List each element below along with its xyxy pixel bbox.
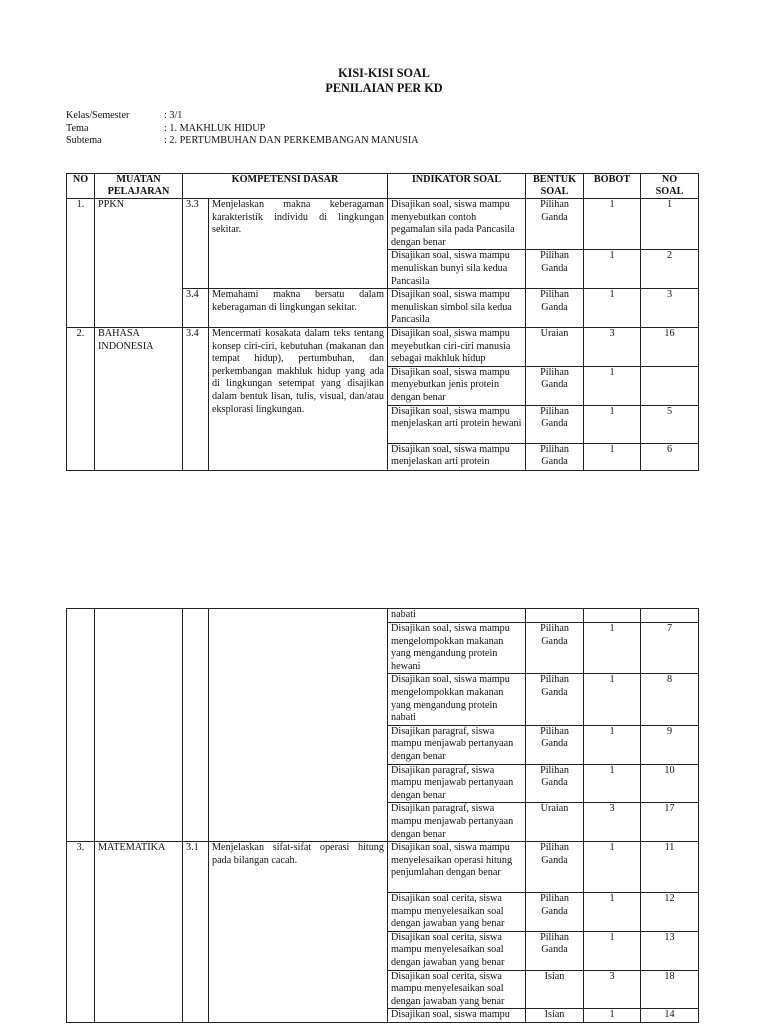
no-soal: 8 [641,674,699,725]
bentuk-soal: Pilihan Ganda [526,931,584,970]
no-soal: 1 [641,199,699,250]
bentuk-soal: Uraian [526,327,584,366]
no-soal: 13 [641,931,699,970]
info-row-kelas [66,110,566,123]
indikator-text: Disajikan soal, siswa mampu menyebutkan jenis protein dengan benar [388,366,526,405]
info-row-tema [66,123,566,136]
subject-number: 2. [67,327,95,470]
table-row [67,327,699,366]
bobot: 1 [584,250,641,289]
no-soal: 6 [641,443,699,470]
bobot: 3 [584,327,641,366]
indikator-text: Disajikan soal, siswa mampu mengelompokkan makanan yang mengandung protein hewani [388,623,526,674]
kd-text: Menjelaskan makna keberagaman karakteristik individu di lingkungan sekitar. [209,199,388,289]
bobot: 1 [584,931,641,970]
header-muatan: MUATAN PELAJARAN [95,174,183,199]
header-bobot: BOBOT [584,174,641,199]
indikator-text: Disajikan soal cerita, siswa mampu menyelesaikan soal dengan jawaban yang benar [388,970,526,1009]
no-soal: 14 [641,1009,699,1023]
header-bentuk-soal: BENTUK SOAL [526,174,584,199]
kd-code-empty [183,609,209,842]
no-soal: 17 [641,803,699,842]
info-label: Subtema [66,135,102,147]
no-soal: 3 [641,289,699,328]
bobot [584,609,641,623]
document-subtitle: PENILAIAN PER KD [325,81,443,95]
indikator-text: Disajikan paragraf, siswa mampu menjawab pertanyaan dengan benar [388,764,526,803]
bentuk-soal: Pilihan Ganda [526,764,584,803]
bobot: 1 [584,623,641,674]
no-soal [641,609,699,623]
no-soal: 11 [641,842,699,893]
bobot: 1 [584,289,641,328]
header-no: NO [67,174,95,199]
bobot: 1 [584,674,641,725]
kd-text-empty [209,609,388,842]
kisi-kisi-table-continued [66,608,699,1023]
header-no-soal: NO SOAL [641,174,699,199]
no-soal: 5 [641,405,699,443]
bentuk-soal: Isian [526,1009,584,1023]
subject-name: BAHASA INDONESIA [95,327,183,470]
indikator-text: Disajikan soal, siswa mampu mengelompokkan makanan yang mengandung protein nabati [388,674,526,725]
bobot: 1 [584,199,641,250]
bentuk-soal: Pilihan Ganda [526,250,584,289]
indikator-text: Disajikan soal cerita, siswa mampu menyelesaikan soal dengan jawaban yang benar [388,893,526,932]
bentuk-soal: Pilihan Ganda [526,289,584,328]
info-value: : 3/1 [164,110,183,121]
info-value: : 1. MAKHLUK HIDUP [164,122,266,134]
bobot: 1 [584,366,641,405]
subject-name-empty [95,609,183,842]
table-row [67,609,699,623]
indikator-text: Disajikan soal, siswa mampu menjelaskan arti protein [388,443,526,470]
no-soal: 12 [641,893,699,932]
bobot: 1 [584,893,641,932]
bentuk-soal: Pilihan Ganda [526,443,584,470]
indikator-text: Disajikan soal, siswa mampu [388,1009,526,1023]
document-title: KISI-KISI SOAL [338,66,430,80]
bentuk-soal: Pilihan Ganda [526,893,584,932]
no-soal: 18 [641,970,699,1009]
indikator-text: Disajikan paragraf, siswa mampu menjawab pertanyaan dengan benar [388,725,526,764]
no-soal: 7 [641,623,699,674]
indikator-text: Disajikan soal, siswa mampu menjelaskan arti protein hewani [388,405,526,443]
kd-code: 3.4 [183,327,209,470]
kd-code: 3.3 [183,199,209,289]
bobot: 1 [584,764,641,803]
bobot: 1 [584,1009,641,1023]
kisi-kisi-table [66,173,699,471]
bobot: 1 [584,725,641,764]
bobot: 3 [584,803,641,842]
table-row [67,842,699,893]
no-soal [641,366,699,405]
info-row-subtema [66,135,566,148]
indikator-text: Disajikan soal, siswa mampu menyebutkan contoh pegamalan sila pada Pancasila dengan benar [388,199,526,250]
indikator-text: Disajikan soal, siswa mampu menuliskan bunyi sila kedua Pancasila [388,250,526,289]
subject-number: 1. [67,199,95,328]
subject-name: MATEMATIKA [95,842,183,1023]
indikator-text: Disajikan soal, siswa mampu menuliskan simbol sila kedua Pancasila [388,289,526,328]
no-soal: 2 [641,250,699,289]
indikator-text: Disajikan soal, siswa mampu menyelesaikan operasi hitung penjumlahan dengan benar [388,842,526,893]
indikator-text: Disajikan soal cerita, siswa mampu menyelesaikan soal dengan jawaban yang benar [388,931,526,970]
info-label: Kelas/Semester [66,110,130,121]
kd-text: Memahami makna bersatu dalam keberagaman di lingkungan sekitar. [209,289,388,328]
header-kompetensi-dasar: KOMPETENSI DASAR [183,174,388,199]
bentuk-soal [526,609,584,623]
bentuk-soal: Pilihan Ganda [526,674,584,725]
kd-text: Menjelaskan sifat-sifat operasi hitung pada bilangan cacah. [209,842,388,1023]
table-header-row [67,174,699,199]
indikator-text: Disajikan soal, siswa mampu meyebutkan ciri-ciri manusia sebagai makhluk hidup [388,327,526,366]
bobot: 1 [584,842,641,893]
bentuk-soal: Pilihan Ganda [526,623,584,674]
header-indikator: INDIKATOR SOAL [388,174,526,199]
indikator-text: Disajikan paragraf, siswa mampu menjawab pertanyaan dengan benar [388,803,526,842]
info-label: Tema [66,122,89,134]
bobot: 1 [584,405,641,443]
subject-number: 3. [67,842,95,1023]
bentuk-soal: Pilihan Ganda [526,405,584,443]
bentuk-soal: Pilihan Ganda [526,366,584,405]
indikator-text: nabati [388,609,526,623]
bentuk-soal: Isian [526,970,584,1009]
bentuk-soal: Uraian [526,803,584,842]
no-soal: 9 [641,725,699,764]
subject-name: PPKN [95,199,183,328]
kd-code: 3.4 [183,289,209,328]
kd-text: Mencermati kosakata dalam teks tentang konsep ciri-ciri, kebutuhan (makanan dan tempat hidup), pertumbuhan, dan perkembangan makhluk hidup yang ada di lingkungan setempat yang disajikan dalam bentuk lisan, tulis, visual, dan/atau eksplorasi lingkungan. [209,327,388,470]
document-info [66,110,566,148]
kd-code: 3.1 [183,842,209,1023]
bobot: 1 [584,443,641,470]
bentuk-soal: Pilihan Ganda [526,199,584,250]
subject-number-empty [67,609,95,842]
info-value: : 2. PERTUMBUHAN DAN PERKEMBANGAN MANUSIA [164,135,419,147]
table-row [67,199,699,250]
bentuk-soal: Pilihan Ganda [526,842,584,893]
bentuk-soal: Pilihan Ganda [526,725,584,764]
no-soal: 16 [641,327,699,366]
bobot: 3 [584,970,641,1009]
no-soal: 10 [641,764,699,803]
